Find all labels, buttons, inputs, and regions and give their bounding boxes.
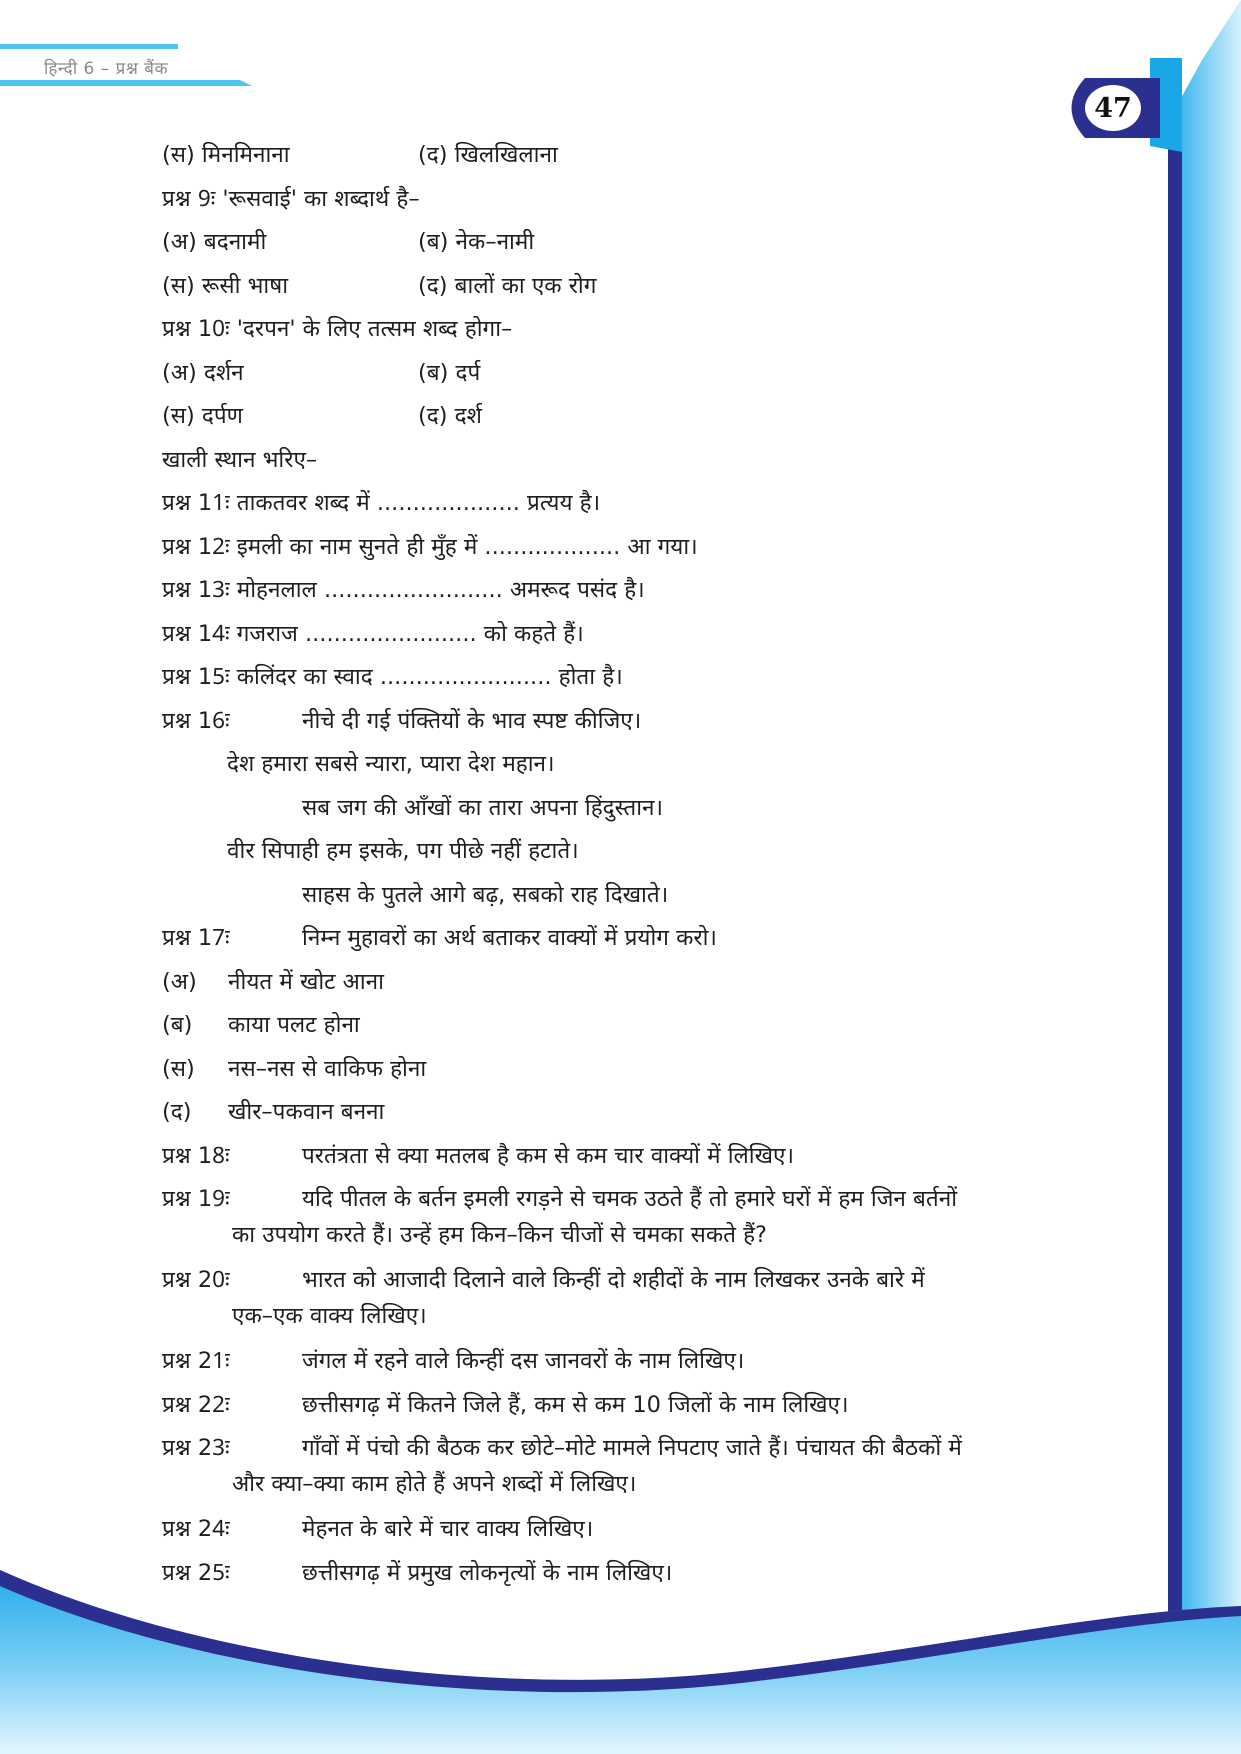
side-gradient [1180, 0, 1241, 1754]
poem-line: देश हमारा सबसे न्यारा, प्यारा देश महान। [227, 751, 555, 777]
question-number: प्रश्न 20ः [162, 1267, 230, 1293]
option-row [162, 395, 1124, 439]
option-b: (ब) दर्प [418, 359, 481, 386]
option-d: (द) दर्श [418, 403, 482, 429]
question-11: प्रश्न 11ः ताकतवर शब्द में .................... प्रत्यय है। [162, 490, 601, 516]
question-20 [162, 1259, 1124, 1340]
question-22 [162, 1384, 1124, 1428]
question-number: प्रश्न 22ः [162, 1391, 230, 1418]
option-a: (अ) बदनामी [162, 229, 267, 255]
option-c: (स) रूसी भाषा [162, 272, 289, 299]
idiom-item [162, 1048, 1124, 1092]
option-d: (द) खिलखिलाना [418, 142, 558, 168]
option-row [162, 352, 1124, 396]
idiom-text: काया पलट होना [228, 1012, 360, 1038]
question-10: प्रश्न 10ः 'दरपन' के लिए तत्सम शब्द होगा– [162, 316, 513, 342]
question-text: छत्तीसगढ़ में कितने जिले हैं, कम से कम 10 जिलों के नाम लिखिए। [302, 1391, 849, 1418]
question-number: प्रश्न 23ः [162, 1435, 230, 1461]
idiom-text: नस–नस से वाकिफ होना [228, 1055, 427, 1082]
header-title: हिन्दी 6 – प्रश्न बैंक [44, 59, 168, 79]
question-19 [162, 1178, 1124, 1259]
option-d: (द) बालों का एक रोग [418, 272, 597, 299]
page-number: 47 [1085, 85, 1141, 131]
header-strip-top [0, 44, 178, 49]
option-a: (अ) दर्शन [162, 359, 244, 386]
idiom-label: (स) [162, 1055, 195, 1082]
question-16 [162, 700, 1124, 744]
idiom-text: खीर–पकवान बनना [228, 1099, 385, 1125]
question-number: प्रश्न 25ः [162, 1559, 230, 1586]
question-21 [162, 1340, 1124, 1384]
header-strip-bottom [0, 80, 252, 86]
option-b: (ब) नेक–नामी [418, 229, 535, 255]
bottom-wave [0, 1570, 1241, 1754]
option-c: (स) मिनमिनाना [162, 142, 290, 168]
idiom-text: नीयत में खोट आना [228, 968, 384, 995]
question-text-continued: और क्या–क्या काम होते हैं अपने शब्दों में लिखिए। [232, 1471, 637, 1497]
question-list [162, 134, 1124, 1595]
idiom-item [162, 1004, 1124, 1048]
poem-line: वीर सिपाही हम इसके, पग पीछे नहीं हटाते। [227, 838, 579, 864]
option-c: (स) दर्पण [162, 403, 243, 429]
question-24 [162, 1508, 1124, 1552]
question-text: जंगल में रहने वाले किन्हीं दस जानवरों के नाम लिखिए। [302, 1348, 745, 1374]
question-text: छत्तीसगढ़ में प्रमुख लोकनृत्यों के नाम लिखिए। [302, 1559, 673, 1586]
question-text: परतंत्रता से क्या मतलब है कम से कम चार वाक्यों में लिखिए। [302, 1142, 794, 1169]
question-text: नीचे दी गई पंक्तियों के भाव स्पष्ट कीजिए। [302, 707, 642, 734]
question-9: प्रश्न 9ः 'रूसवाई' का शब्दार्थ है– [162, 185, 420, 212]
question-text: भारत को आजादी दिलाने वाले किन्हीं दो शहीदों के नाम लिखकर उनके बारे में [302, 1267, 925, 1293]
question-text-continued: एक–एक वाक्य लिखिए। [232, 1303, 427, 1329]
idiom-label: (द) [162, 1099, 192, 1125]
idiom-item [162, 961, 1124, 1005]
question-18 [162, 1135, 1124, 1179]
poem-line: साहस के पुतले आगे बढ़, सबको राह दिखाते। [302, 881, 669, 908]
question-text-continued: का उपयोग करते हैं। उन्हें हम किन–किन चीजों से चमका सकते हैं? [232, 1222, 767, 1248]
idiom-item [162, 1091, 1124, 1135]
idiom-label: (ब) [162, 1012, 193, 1038]
question-12: प्रश्न 12ः इमली का नाम सुनते ही मुँह में ................... आ गया। [162, 533, 698, 560]
question-text: निम्न मुहावरों का अर्थ बताकर वाक्यों में प्रयोग करो। [302, 925, 717, 951]
question-text: मेहनत के बारे में चार वाक्य लिखिए। [302, 1516, 594, 1542]
question-number: प्रश्न 18ः [162, 1142, 230, 1169]
question-23 [162, 1427, 1124, 1508]
question-text: गाँवों में पंचो की बैठक कर छोटे–मोटे मामले निपटाए जाते हैं। पंचायत की बैठकों में [302, 1435, 962, 1461]
option-row [162, 265, 1124, 309]
option-row [162, 221, 1124, 265]
question-number: प्रश्न 24ः [162, 1516, 230, 1542]
option-row [162, 134, 1124, 178]
side-bar [1168, 60, 1182, 1620]
poem-line: सब जग की आँखों का तारा अपना हिंदुस्तान। [302, 794, 664, 821]
question-25 [162, 1552, 1124, 1596]
question-number: प्रश्न 19ः [162, 1186, 230, 1212]
question-number: प्रश्न 17ः [162, 925, 230, 951]
question-14: प्रश्न 14ः गजराज ........................ को कहते हैं। [162, 620, 584, 647]
fill-blanks-heading: खाली स्थान भरिए– [162, 446, 318, 473]
question-17 [162, 917, 1124, 961]
question-text: यदि पीतल के बर्तन इमली रगड़ने से चमक उठते हैं तो हमारे घरों में हम जिन बर्तनों [302, 1186, 958, 1212]
question-number: प्रश्न 16ः [162, 707, 230, 734]
question-15: प्रश्न 15ः कलिंदर का स्वाद ........................ होता है। [162, 664, 623, 690]
question-13: प्रश्न 13ः मोहनलाल ......................... अमरूद पसंद है। [162, 577, 645, 603]
idiom-label: (अ) [162, 968, 197, 995]
question-number: प्रश्न 21ः [162, 1348, 230, 1374]
